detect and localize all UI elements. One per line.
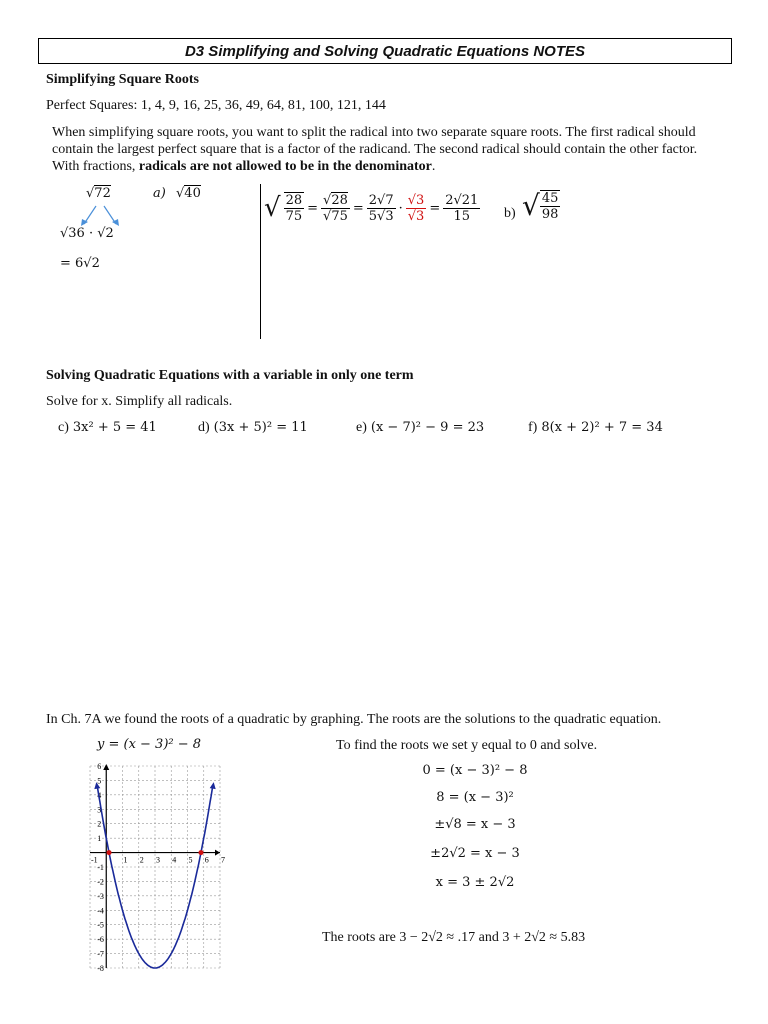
- problem-a-label: a): [153, 186, 166, 201]
- problem-b-label: b): [504, 206, 516, 221]
- fraction-result: $\frac{2√21}{15}$: [445, 192, 479, 224]
- y-tick-label: -3: [97, 891, 104, 901]
- equals-3: =: [429, 200, 441, 216]
- problem-a-radicand: 40: [184, 186, 201, 201]
- roots-result: The roots are 3 − 2√2 ≈ .17 and 3 + 2√2 ≈ 5.83: [322, 930, 586, 945]
- perfect-squares-text: Perfect Squares: 1, 4, 9, 16, 25, 36, 49, 64, 81, 100, 121, 144: [46, 98, 386, 113]
- problem-b-expression: √ $\frac{45}{98}$: [522, 189, 559, 222]
- x-tick-label: 2: [139, 855, 144, 865]
- y-tick-label: 5: [97, 776, 102, 786]
- page-title: D3 Simplifying and Solving Quadratic Equations NOTES: [38, 38, 732, 64]
- solve-instruction: Solve for x. Simplify all radicals.: [46, 394, 233, 409]
- equals-2: =: [352, 200, 364, 216]
- fraction-2sqrt7-5sqrt3: $\frac{2√7}{5√3}$: [368, 192, 394, 224]
- problem-f: f) 8(x + 2)² + 7 = 34: [528, 420, 663, 435]
- problem-a-expression: √40: [176, 186, 201, 201]
- radicand-72: 72: [94, 186, 111, 201]
- x-tick-label: 1: [123, 855, 128, 865]
- x-tick-label: 7: [221, 855, 225, 865]
- y-tick-label: -1: [97, 863, 104, 872]
- fraction-example: [264, 192, 480, 224]
- parabola-graph: [84, 762, 226, 974]
- dot: ·: [398, 200, 403, 216]
- section-heading-simplifying: Simplifying Square Roots: [46, 72, 199, 87]
- fraction-sqrt28-sqrt75: $\frac{√28}{√75}$: [323, 192, 348, 224]
- parabola-curve: [97, 786, 212, 968]
- y-tick-label: 4: [97, 790, 102, 800]
- find-roots-text: To find the roots we set y equal to 0 and solve.: [336, 738, 598, 753]
- step-5: x = 3 ± 2√2: [435, 875, 515, 890]
- split-radicals: √36 · √2: [60, 226, 114, 241]
- y-axis-arrow: [103, 764, 109, 770]
- y-tick-label: 3: [97, 805, 102, 815]
- problem-d: d) (3x + 5)² = 11: [198, 420, 308, 435]
- y-tick-label: -7: [97, 949, 104, 959]
- x-tick-label: 6: [204, 855, 209, 865]
- fraction-28-75: $\frac{28}{75}$: [285, 193, 303, 224]
- sqrt-72: √72: [86, 186, 111, 201]
- big-radical-icon: √: [522, 189, 540, 222]
- simplified-72: = 6√2: [60, 256, 100, 271]
- x-tick-label: 5: [188, 855, 193, 865]
- equals-1: =: [307, 200, 319, 216]
- column-divider: [260, 184, 261, 339]
- intro-text: When simplifying square roots, you want to split the radical into two separate square roots. The first radical should contain the largest perfect square that is a factor of the radicand. The second radical should contain the other factor. With fractions,: [52, 125, 698, 174]
- y-tick-label: -2: [97, 877, 104, 887]
- x-tick-label: -1: [91, 855, 98, 865]
- root-point: [107, 850, 112, 855]
- step-2: 8 = (x − 3)²: [436, 790, 514, 805]
- graph-label: y = (x − 3)² − 8: [97, 737, 202, 752]
- intro-bold-text: radicals are not allowed to be in the denominator: [138, 159, 432, 174]
- y-tick-label: -4: [97, 906, 104, 916]
- curve-arrow-right: [210, 782, 216, 789]
- y-tick-label: -8: [97, 964, 104, 973]
- section-heading-solving: Solving Quadratic Equations with a variable in only one term: [46, 368, 414, 383]
- y-tick-label: 2: [97, 819, 102, 829]
- intro-end: .: [431, 159, 436, 174]
- y-tick-label: 1: [97, 834, 102, 844]
- step-3: ±√8 = x − 3: [434, 817, 516, 832]
- fraction-rationalize: $\frac{√3}{√3}$: [407, 192, 425, 224]
- y-tick-label: -5: [97, 920, 104, 930]
- x-tick-label: 3: [156, 855, 160, 865]
- x-tick-label: 4: [172, 855, 177, 865]
- problem-e: e) (x − 7)² − 9 = 23: [356, 420, 485, 435]
- y-tick-label: -6: [97, 935, 104, 945]
- root-point: [198, 850, 203, 855]
- problem-c: c) 3x² + 5 = 41: [58, 420, 157, 435]
- big-radical-icon: √: [264, 193, 281, 223]
- intro-paragraph: [52, 124, 724, 175]
- roots-intro: In Ch. 7A we found the roots of a quadratic by graphing. The roots are the solutions to the quadratic equation.: [46, 712, 662, 727]
- y-tick-label: 6: [97, 762, 102, 771]
- step-1: 0 = (x − 3)² − 8: [422, 763, 528, 778]
- step-4: ±2√2 = x − 3: [430, 846, 520, 861]
- x-axis-arrow: [215, 850, 220, 856]
